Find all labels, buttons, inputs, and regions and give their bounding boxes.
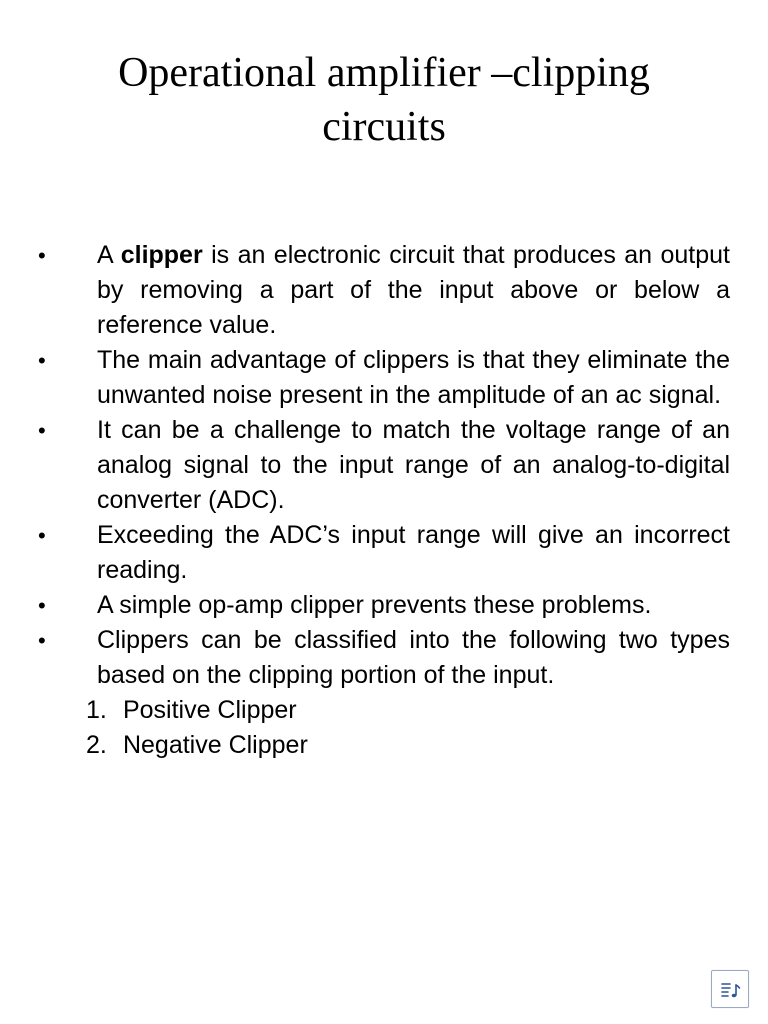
bullet-text: It can be a challenge to match the voltage range of an analog signal to the input range of an analog-to-digital converter (ADC).	[97, 416, 730, 514]
numbered-item-label: 1.	[86, 696, 107, 724]
numbered-item-label: 2.	[86, 731, 107, 759]
bullet-item-exceeding-range	[38, 518, 730, 588]
bullet-text: A simple op-amp clipper prevents these problems.	[97, 591, 652, 619]
bullet-text: is an electronic circuit that produces an output by removing a part of the input above or below a reference value.	[97, 241, 730, 339]
notes-music-icon[interactable]	[711, 970, 749, 1008]
bullet-text-bold: clipper	[120, 241, 203, 269]
numbered-item-negative	[86, 728, 730, 763]
bullet-text: The main advantage of clippers is that they eliminate the unwanted noise present in the amplitude of an ac signal.	[97, 346, 730, 409]
numbered-item-text: Positive Clipper	[122, 696, 297, 724]
bullet-item-simple-clipper	[38, 588, 730, 623]
numbered-list	[38, 693, 730, 763]
bullet-item-adc-challenge	[38, 413, 730, 518]
bullet-icon: •	[38, 593, 46, 618]
bullet-icon: •	[38, 418, 46, 443]
bullet-item-advantage	[38, 343, 730, 413]
bullet-icon: •	[38, 628, 46, 653]
bullet-icon: •	[38, 348, 46, 373]
bullet-text: Exceeding the ADC’s input range will give an incorrect reading.	[97, 521, 730, 584]
bullet-text: Clippers can be classified into the following two types based on the clipping portion of the input.	[97, 626, 730, 689]
slide-title: Operational amplifier –clipping circuits	[118, 50, 650, 150]
bullet-item-classification	[38, 623, 730, 693]
bullet-icon: •	[38, 243, 46, 268]
numbered-item-positive	[86, 693, 730, 728]
bullet-text-prefix: A	[97, 241, 121, 269]
notes-music-icon-glyph	[721, 980, 741, 1000]
numbered-item-text: Negative Clipper	[122, 731, 308, 759]
bullet-list	[38, 238, 730, 763]
bullet-item-clipper-definition	[38, 238, 730, 343]
bullet-icon: •	[38, 523, 46, 548]
